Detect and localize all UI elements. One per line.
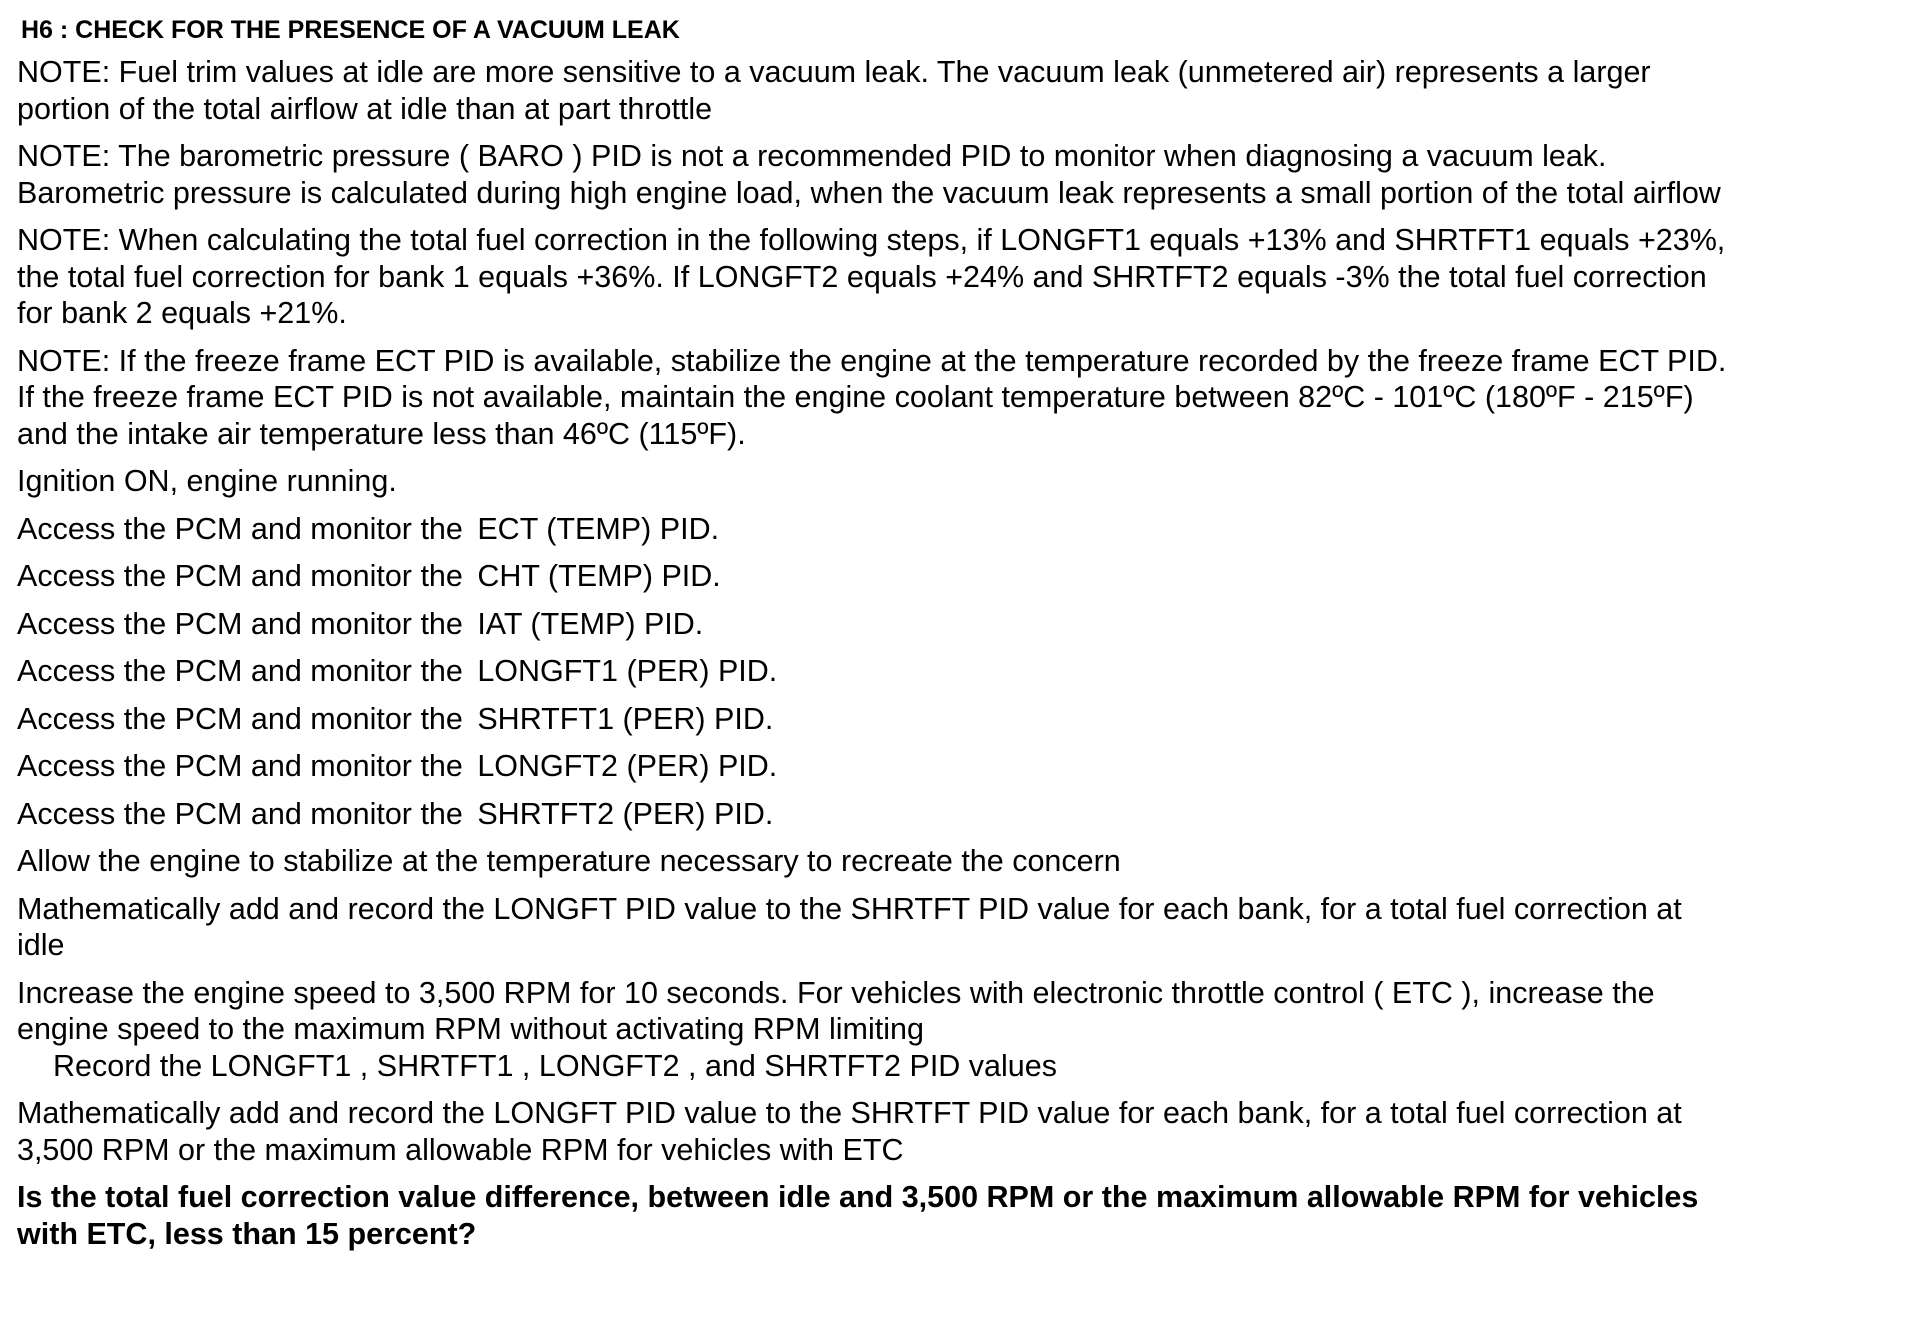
step-monitor-shrtft1 — [17, 701, 1897, 738]
monitor-pid: SHRTFT2 (PER) PID. — [477, 796, 774, 831]
note-line: and the intake air temperature less than 46ºC (115ºF). — [17, 416, 746, 451]
diagnostic-question — [17, 1179, 1897, 1252]
step-monitor-longft2 — [17, 748, 1897, 785]
monitor-prefix: Access the PCM and monitor the — [17, 559, 463, 593]
note-line: If the freeze frame ECT PID is not available, maintain the engine coolant temperature between 82ºC - 101ºC (180ºF - 215ºF) — [17, 380, 1694, 414]
step-monitor-ect — [17, 511, 1897, 548]
step-line: Mathematically add and record the LONGFT PID value to the SHRTFT PID value for each bank, for a total fuel correction at — [17, 891, 1682, 926]
step-ignition-on: Ignition ON, engine running. — [17, 464, 397, 498]
monitor-pid: IAT (TEMP) PID. — [477, 606, 704, 641]
step-line: Increase the engine speed to 3,500 RPM for 10 seconds. For vehicles with electronic throttle control ( ETC ), increase the — [17, 975, 1655, 1010]
note-line: NOTE: Fuel trim values at idle are more sensitive to a vacuum leak. The vacuum leak (unmetered air) represents a larger — [17, 55, 1651, 89]
note-total-fuel-correction — [17, 222, 1897, 332]
note-line: NOTE: When calculating the total fuel correction in the following steps, if LONGFT1 equals +13% and SHRTFT1 equals +23%, — [17, 223, 1726, 257]
note-fuel-trim-sensitivity — [17, 54, 1897, 127]
step-monitor-iat — [17, 606, 1897, 643]
step-add-idle-correction — [17, 891, 1897, 964]
note-line: Barometric pressure is calculated during high engine load, when the vacuum leak represents a small portion of the total airflow — [17, 175, 1721, 210]
monitor-prefix: Access the PCM and monitor the — [17, 606, 463, 641]
step-heading: H6 : CHECK FOR THE PRESENCE OF A VACUUM LEAK — [21, 16, 680, 44]
step-monitor-cht — [17, 558, 1897, 595]
step-stabilize-engine: Allow the engine to stabilize at the temperature necessary to recreate the concern — [17, 844, 1121, 878]
note-freeze-frame-ect — [17, 343, 1897, 453]
document — [17, 13, 1897, 1252]
question-line: with ETC, less than 15 percent? — [17, 1216, 477, 1251]
step-record-pid-values: Record the LONGFT1 , SHRTFT1 , LONGFT2 , and SHRTFT2 PID values — [53, 1048, 1057, 1083]
monitor-pid: LONGFT2 (PER) PID. — [477, 749, 778, 783]
monitor-pid: LONGFT1 (PER) PID. — [477, 654, 778, 688]
step-line: engine speed to the maximum RPM without activating RPM limiting — [17, 1012, 924, 1046]
note-line: NOTE: The barometric pressure ( BARO ) PID is not a recommended PID to monitor when diagnosing a vacuum leak. — [17, 139, 1607, 173]
monitor-prefix: Access the PCM and monitor the — [17, 654, 463, 688]
step-line: idle — [17, 928, 65, 962]
step-monitor-shrtft2 — [17, 796, 1897, 833]
monitor-prefix: Access the PCM and monitor the — [17, 701, 463, 736]
monitor-pid: ECT (TEMP) PID. — [477, 511, 720, 546]
note-line: the total fuel correction for bank 1 equals +36%. If LONGFT2 equals +24% and SHRTFT2 equals -3% the total fuel correction — [17, 259, 1707, 294]
step-monitor-longft1 — [17, 653, 1897, 690]
monitor-prefix: Access the PCM and monitor the — [17, 749, 463, 783]
note-line: for bank 2 equals +21%. — [17, 296, 347, 330]
step-add-rpm-correction — [17, 1095, 1897, 1168]
step-increase-engine-speed — [17, 975, 1897, 1085]
question-line: Is the total fuel correction value difference, between idle and 3,500 RPM or the maximum allowable RPM for vehicles — [17, 1180, 1699, 1214]
note-line: NOTE: If the freeze frame ECT PID is available, stabilize the engine at the temperature recorded by the freeze frame ECT PID. — [17, 343, 1727, 378]
monitor-pid: SHRTFT1 (PER) PID. — [477, 701, 774, 736]
monitor-pid: CHT (TEMP) PID. — [477, 559, 721, 593]
monitor-prefix: Access the PCM and monitor the — [17, 511, 463, 546]
note-line: portion of the total airflow at idle than at part throttle — [17, 91, 713, 126]
monitor-prefix: Access the PCM and monitor the — [17, 796, 463, 831]
step-line: 3,500 RPM or the maximum allowable RPM for vehicles with ETC — [17, 1132, 904, 1167]
step-line: Mathematically add and record the LONGFT PID value to the SHRTFT PID value for each bank, for a total fuel correction at — [17, 1096, 1682, 1130]
note-baro-pid — [17, 138, 1897, 211]
